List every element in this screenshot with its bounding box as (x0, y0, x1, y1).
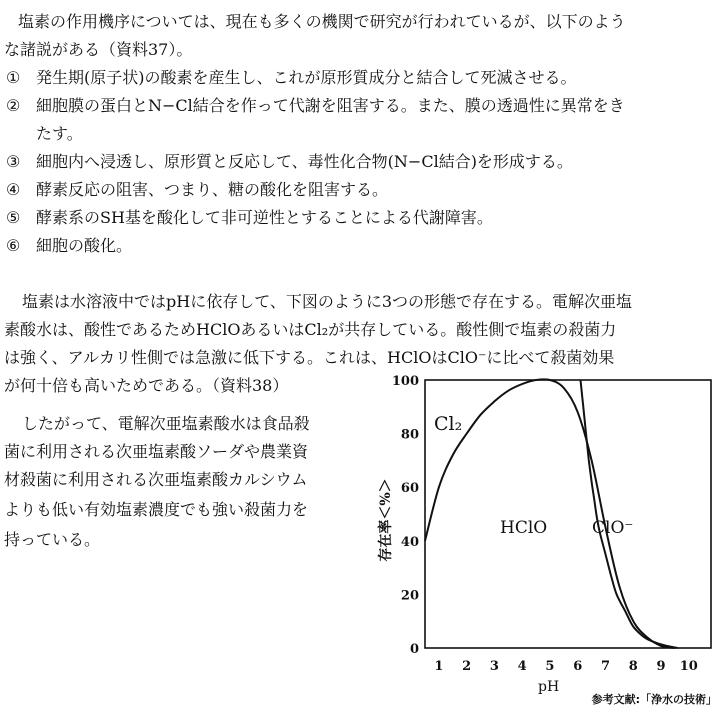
list-item-text: 酵素系のSH基を酸化して非可逆性とすることによる代謝障害。 (36, 208, 493, 227)
list-marker: ③ (6, 152, 21, 171)
x-ticks (434, 659, 697, 674)
list-item-text: 発生期(原子状)の酸素を産生し、これが原形質成分と結合して死滅させる。 (36, 68, 577, 87)
para2-line-1: 塩素は水溶液中ではpHに依存して、下図のように3つの形態で存在する。電解次亜塩 (22, 292, 633, 311)
para2-line-4: が何十倍も高いためである。（資料38） (4, 376, 289, 395)
cl2-hclo-boundary-curve (425, 379, 675, 648)
hclo-clo-boundary-curve (581, 380, 678, 648)
list-item-6 (6, 236, 132, 256)
list-marker: ① (6, 68, 21, 87)
list-item-1 (6, 68, 577, 88)
para3-line-5: 持っている。 (4, 530, 101, 549)
para2-line-3: は強く、アルカリ性側では急激に低下する。これは、HClOはClO⁻に比べて殺菌効果 (4, 348, 615, 367)
para3-line-2: 菌に利用される次亜塩素酸ソーダや農業資 (4, 442, 309, 461)
list-item-text: 細胞の酸化。 (36, 236, 133, 255)
x-tick-label: 6 (573, 659, 583, 674)
x-tick-label: 2 (462, 659, 472, 674)
ph-distribution-chart (370, 365, 720, 710)
list-item-3 (6, 152, 573, 172)
list-item-text: 酵素反応の阻害、つまり、糖の酸化を阻害する。 (36, 180, 389, 199)
x-axis-label: pH (538, 679, 560, 695)
source-reference: 参考文献:「浄水の技術」 (591, 693, 717, 706)
region-label-clo: ClO⁻ (592, 518, 634, 538)
x-tick-label: 5 (545, 659, 555, 674)
list-marker: ② (6, 96, 21, 115)
intro-line-2: な諸説がある（資料37）。 (4, 40, 193, 59)
x-tick-label: 9 (656, 659, 666, 674)
y-tick-label: 40 (400, 534, 419, 550)
x-tick-label: 3 (489, 659, 499, 674)
list-item-text: 細胞膜の蛋白とN−Cl結合を作って代謝を阻害する。また、膜の透過性に異常をき (36, 96, 625, 115)
y-tick-label: 0 (409, 642, 419, 657)
x-tick-label: 4 (517, 659, 527, 674)
x-tick-label: 7 (600, 659, 611, 674)
y-axis-label: 存在率＜%＞ (378, 478, 394, 562)
list-item-5 (6, 208, 493, 228)
y-tick-label: 100 (391, 374, 419, 389)
region-label-cl2: Cl₂ (434, 413, 463, 435)
x-tick-label: 8 (628, 659, 638, 674)
y-tick-label: 20 (400, 588, 419, 604)
list-marker: ④ (6, 180, 21, 199)
list-item-2-cont: たす。 (36, 124, 83, 143)
list-item-text: 細胞内へ浸透し、原形質と反応して、毒性化合物(N−Cl結合)を形成する。 (36, 152, 573, 171)
y-ticks (392, 374, 419, 657)
x-tick-label: 1 (434, 659, 444, 674)
para3-line-4: よりも低い有効塩素濃度でも強い殺菌力を (4, 500, 309, 519)
y-tick-label: 80 (400, 427, 419, 443)
list-item-4 (6, 180, 388, 200)
para3-line-3: 材殺菌に利用される次亜塩素酸カルシウム (4, 470, 308, 489)
y-axis-title (377, 478, 394, 561)
para3-line-1: したがって、電解次亜塩素酸水は食品殺 (22, 414, 310, 433)
region-label-hclo: HClO (500, 518, 548, 538)
list-marker: ⑥ (6, 236, 21, 255)
para2-line-2: 素酸水は、酸性であるためHClOあるいはCl₂が共存している。酸性側で塩素の殺菌力 (4, 320, 617, 339)
intro-line-1: 塩素の作用機序については、現在も多くの機関で研究が行われているが、以下のよう (18, 12, 626, 31)
list-marker: ⑤ (6, 208, 21, 227)
plot-frame (425, 380, 711, 648)
x-tick-label: 10 (679, 659, 698, 674)
y-tick-label: 60 (400, 481, 419, 497)
list-item-2 (6, 96, 625, 116)
